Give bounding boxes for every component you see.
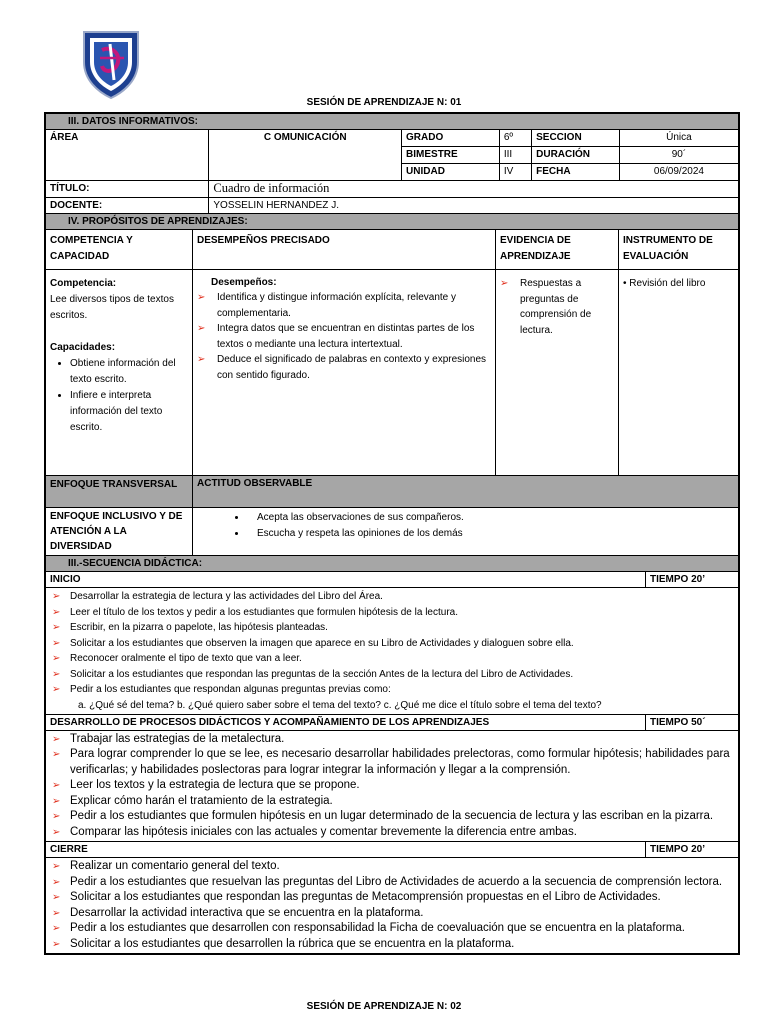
desempenos-cell [193, 270, 496, 476]
red-arrow-bullet-icon: ➢ [52, 637, 61, 649]
red-arrow-bullet-icon: ➢ [52, 622, 61, 633]
desarrollo-tiempo: TIEMPO 50´ [646, 714, 739, 730]
duracion-value: 90´ [619, 147, 738, 164]
red-arrow-bullet-icon: ➢ [52, 923, 61, 934]
datos-section-title: III. DATOS INFORMATIVOS: [46, 114, 739, 130]
bimestre-value: III [499, 147, 531, 164]
inicio-item: Solicitar a los estudiantes que observen la imagen que aparece en su Libro de Actividades y dialoguen sobre ella. [70, 637, 574, 649]
red-arrow-bullet-icon: ➢ [52, 892, 61, 903]
competencia-label: Competencia: [50, 278, 117, 289]
area-value: C OMUNICACIÓN [209, 130, 402, 181]
inicio-item: Solicitar a los estudiantes que respondan las preguntas de la sección Antes de la lectura del Libro de Actividades. [70, 668, 574, 680]
propositos-table [45, 213, 739, 556]
instrumento-cell [619, 270, 739, 476]
red-arrow-bullet-icon: ➢ [197, 323, 206, 334]
titulo-value: Cuadro de información [209, 181, 739, 198]
desarrollo-item: Comparar las hipótesis iniciales con las actuales y comentar brevemente la diferencia entre ambas. [70, 825, 577, 838]
seccion-label: SECCION [532, 130, 620, 147]
cierre-content [46, 858, 739, 954]
red-arrow-bullet-icon: ➢ [52, 907, 61, 919]
red-arrow-bullet-icon: ➢ [52, 606, 61, 618]
inicio-item: Reconocer oralmente el tipo de texto que van a leer. [70, 653, 302, 664]
red-arrow-bullet-icon: ➢ [52, 811, 61, 822]
inicio-tiempo: TIEMPO 20’ [646, 572, 739, 588]
red-arrow-bullet-icon: ➢ [52, 749, 61, 760]
red-arrow-bullet-icon: ➢ [52, 876, 61, 888]
evidencia-text: Respuestas a preguntas de comprensión de lectura. [520, 278, 592, 336]
actitud-item: • Escucha y respeta las opiniones de los demás [247, 526, 734, 542]
red-arrow-bullet-icon: ➢ [197, 292, 206, 303]
grado-label: GRADO [402, 130, 500, 147]
capacidades-label: Capacidades: [50, 342, 116, 353]
inicio-item: Escribir, en la pizarra o papelote, las hipótesis planteadas. [70, 622, 328, 633]
red-arrow-bullet-icon: ➢ [52, 938, 61, 950]
cierre-tiempo: TIEMPO 20’ [646, 842, 739, 858]
fecha-value: 06/09/2024 [619, 164, 738, 181]
red-arrow-bullet-icon: ➢ [52, 795, 61, 807]
red-arrow-bullet-icon: ➢ [500, 278, 509, 289]
propositos-section-title: IV. PROPÓSITOS DE APRENDIZAJES: [46, 214, 739, 230]
session-title: SESIÓN DE APRENDIZAJE N: 01 [306, 97, 462, 108]
evidencia-cell [496, 270, 619, 476]
cierre-item: Pedir a los estudiantes que resuelvan las preguntas del Libro de Actividades de acuerdo a la secuencia de comprensión lectora. [70, 875, 723, 888]
next-session-title: SESIÓN DE APRENDIZAJE N: 02 [306, 1001, 462, 1012]
cierre-label: CIERRE [46, 842, 646, 858]
desarrollo-item: Pedir a los estudiantes que formulen hipótesis en un lugar determinado de la secuencia de lectura y las escriban en la pizarra. [70, 810, 714, 822]
inicio-label: INICIO [46, 572, 646, 588]
bimestre-label: BIMESTRE [402, 147, 500, 164]
enfoque-header: ENFOQUE TRANSVERSAL [46, 476, 193, 508]
cierre-item: Realizar un comentario general del texto. [70, 860, 280, 872]
competencia-header: COMPETENCIA Y CAPACIDAD [46, 230, 193, 270]
cierre-item: Solicitar a los estudiantes que desarrollen la rúbrica que se encuentra en la plataforma. [70, 937, 515, 950]
unidad-label: UNIDAD [402, 164, 500, 181]
desarrollo-item: Trabajar las estrategias de la metalectura. [70, 732, 285, 745]
actitud-item: • Acepta las observaciones de sus compañeros. [247, 510, 734, 526]
desempeno-item: Deduce el significado de palabras en contexto y expresiones con sentido figurado. [217, 354, 487, 381]
red-arrow-bullet-icon: ➢ [197, 354, 206, 365]
fecha-label: FECHA [532, 164, 620, 181]
duracion-label: DURACIÓN [532, 147, 620, 164]
school-crest-logo [80, 28, 142, 100]
docente-label: DOCENTE: [46, 198, 209, 214]
red-arrow-bullet-icon: ➢ [52, 653, 61, 664]
desarrollo-item: Explicar cómo harán el tratamiento de la estrategia. [70, 794, 333, 807]
docente-value: YOSSELIN HERNANDEZ J. [209, 198, 739, 214]
inicio-content [46, 588, 739, 715]
red-arrow-bullet-icon: ➢ [52, 668, 61, 680]
inicio-item: Desarrollar la estrategia de lectura y las actividades del Libro del Área. [70, 591, 383, 602]
capacidad-item: • Obtiene información del texto escrito. [70, 356, 188, 388]
competencia-cell [46, 270, 193, 476]
competencia-text: Lee diversos tipos de textos escritos. [50, 294, 174, 321]
datos-informativos-table [45, 113, 739, 214]
capacidad-item: • Infiere e interpreta información del texto escrito. [70, 388, 188, 436]
grado-value: 6º [499, 130, 531, 147]
desarrollo-item: Leer los textos y la estrategia de lectura que se propone. [70, 779, 360, 791]
unidad-value: IV [499, 164, 531, 181]
red-arrow-bullet-icon: ➢ [52, 591, 61, 602]
desarrollo-content [46, 730, 739, 842]
instrumento-text: • Revisión del libro [623, 278, 706, 289]
desempenos-header: DESEMPEÑOS PRECISADO [193, 230, 496, 270]
seccion-value: Única [619, 130, 738, 147]
enfoque-value: ENFOQUE INCLUSIVO Y DE ATENCIÓN A LA DIVERSIDAD [46, 508, 193, 556]
desempeno-item: Integra datos que se encuentran en distintas partes de los textos o mediante una lectura intertextual. [217, 323, 475, 350]
instrumento-header: INSTRUMENTO DE EVALUACIÓN [619, 230, 739, 270]
inicio-item: Leer el título de los textos y pedir a los estudiantes que formulen hipótesis de la lectura. [70, 606, 459, 618]
red-arrow-bullet-icon: ➢ [52, 733, 61, 745]
actitudes-cell [193, 508, 739, 556]
inicio-questions: a. ¿Qué sé del tema? b. ¿Qué quiero saber sobre el tema del texto? c. ¿Qué me dice el título sobre el tema del texto? [78, 699, 602, 711]
desarrollo-label: DESARROLLO DE PROCESOS DIDÁCTICOS Y ACOMPAÑAMIENTO DE LOS APRENDIZAJES [46, 714, 646, 730]
evidencia-header: EVIDENCIA DE APRENDIZAJE [496, 230, 619, 270]
cierre-item: Pedir a los estudiantes que desarrollen con responsabilidad la Ficha de coevaluación que se encuentra en la plataforma. [70, 922, 686, 934]
desempeno-item: Identifica y distingue información explícita, relevante y complementaria. [217, 292, 457, 319]
titulo-label: TÍTULO: [46, 181, 209, 198]
red-arrow-bullet-icon: ➢ [52, 861, 61, 872]
cierre-item: Solicitar a los estudiantes que respondan las preguntas de Metacomprensión propuestas en el Libro de Actividades. [70, 891, 661, 903]
desarrollo-item: Para lograr comprender lo que se lee, es necesario desarrollar habilidades prelectoras, como formular hipótesis; habilidades para verificarlas; y habilidades poslectoras para lograr integrar la información y llegar a la comprensión. [70, 748, 730, 776]
session-form [44, 112, 740, 955]
area-label: ÁREA [46, 130, 209, 181]
desempenos-label: Desempeños: [211, 277, 277, 288]
cierre-item: Desarrollar la actividad interactiva que se encuentra en la plataforma. [70, 906, 424, 919]
actitud-header: ACTITUD OBSERVABLE [193, 476, 739, 508]
inicio-item: Pedir a los estudiantes que respondan algunas preguntas previas como: [70, 684, 391, 695]
red-arrow-bullet-icon: ➢ [52, 684, 61, 695]
secuencia-table [45, 555, 739, 954]
red-arrow-bullet-icon: ➢ [52, 826, 61, 838]
secuencia-section-title: III.-SECUENCIA DIDÁCTICA: [46, 556, 739, 572]
red-arrow-bullet-icon: ➢ [52, 780, 61, 791]
